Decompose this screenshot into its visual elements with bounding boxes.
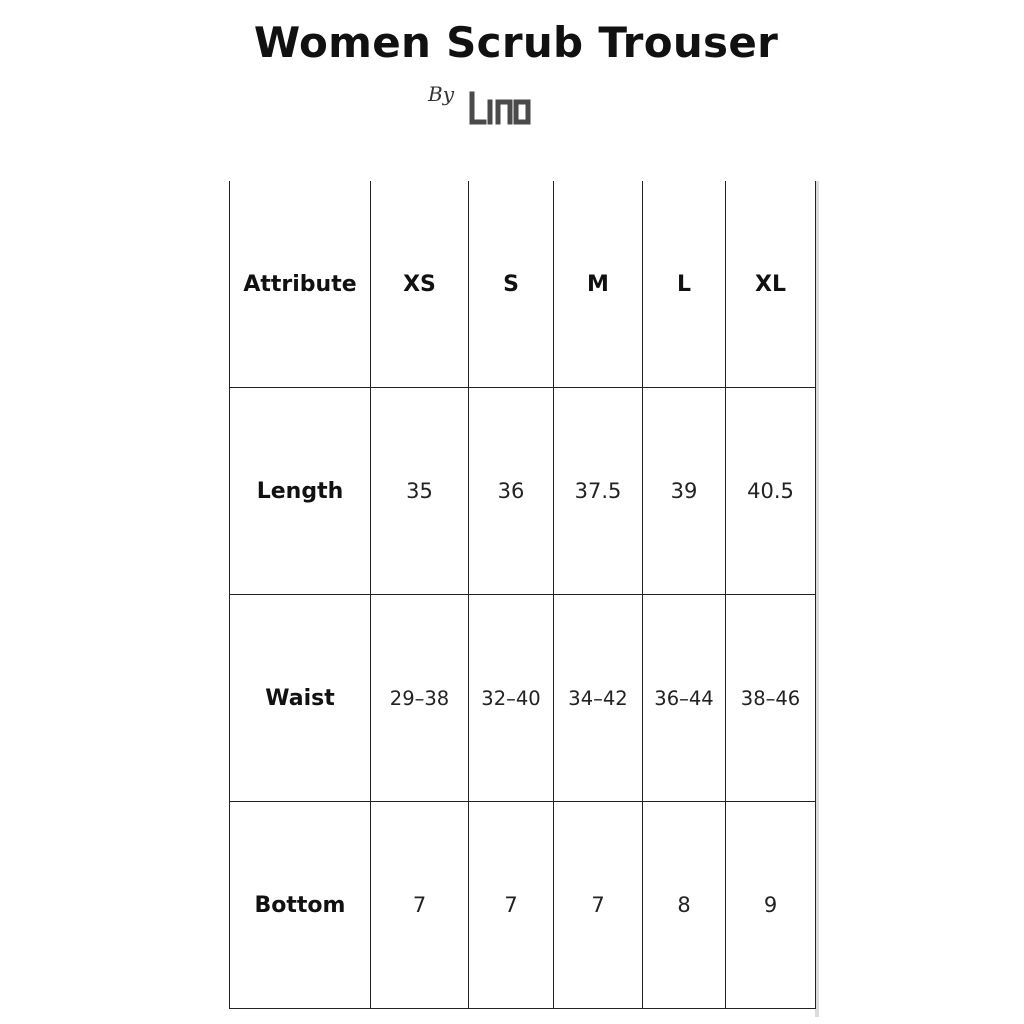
table-row-bottom	[230, 802, 816, 1009]
brand-by-text: By	[428, 82, 454, 106]
cell-bottom-m: 7	[554, 802, 643, 1009]
lino-logo-icon	[468, 88, 532, 128]
cell-waist-xs: 29–38	[371, 595, 469, 802]
cell-bottom-s: 7	[469, 802, 554, 1009]
page-title: Women Scrub Trouser	[253, 18, 779, 67]
cell-bottom-xl: 9	[726, 802, 816, 1009]
brand-logo	[428, 82, 548, 134]
row-label-waist: Waist	[230, 595, 371, 802]
table-row-length	[230, 388, 816, 595]
cell-length-xs: 35	[371, 388, 469, 595]
table-row-waist	[230, 595, 816, 802]
cell-length-l: 39	[643, 388, 726, 595]
table-header-row	[230, 181, 816, 388]
cell-bottom-l: 8	[643, 802, 726, 1009]
row-label-bottom: Bottom	[230, 802, 371, 1009]
cell-waist-m: 34–42	[554, 595, 643, 802]
size-header-xs: XS	[371, 181, 469, 388]
brand-logo-icon	[468, 88, 532, 137]
row-label-length: Length	[230, 388, 371, 595]
size-header-m: M	[554, 181, 643, 388]
size-header-xl: XL	[726, 181, 816, 388]
cell-waist-xl: 38–46	[726, 595, 816, 802]
cell-bottom-xs: 7	[371, 802, 469, 1009]
size-header-s: S	[469, 181, 554, 388]
size-header-l: L	[643, 181, 726, 388]
cell-length-xl: 40.5	[726, 388, 816, 595]
cell-length-s: 36	[469, 388, 554, 595]
cell-waist-l: 36–44	[643, 595, 726, 802]
corner-header: Attribute	[230, 181, 371, 388]
size-chart-table	[229, 181, 816, 1009]
cell-length-m: 37.5	[554, 388, 643, 595]
cell-waist-s: 32–40	[469, 595, 554, 802]
